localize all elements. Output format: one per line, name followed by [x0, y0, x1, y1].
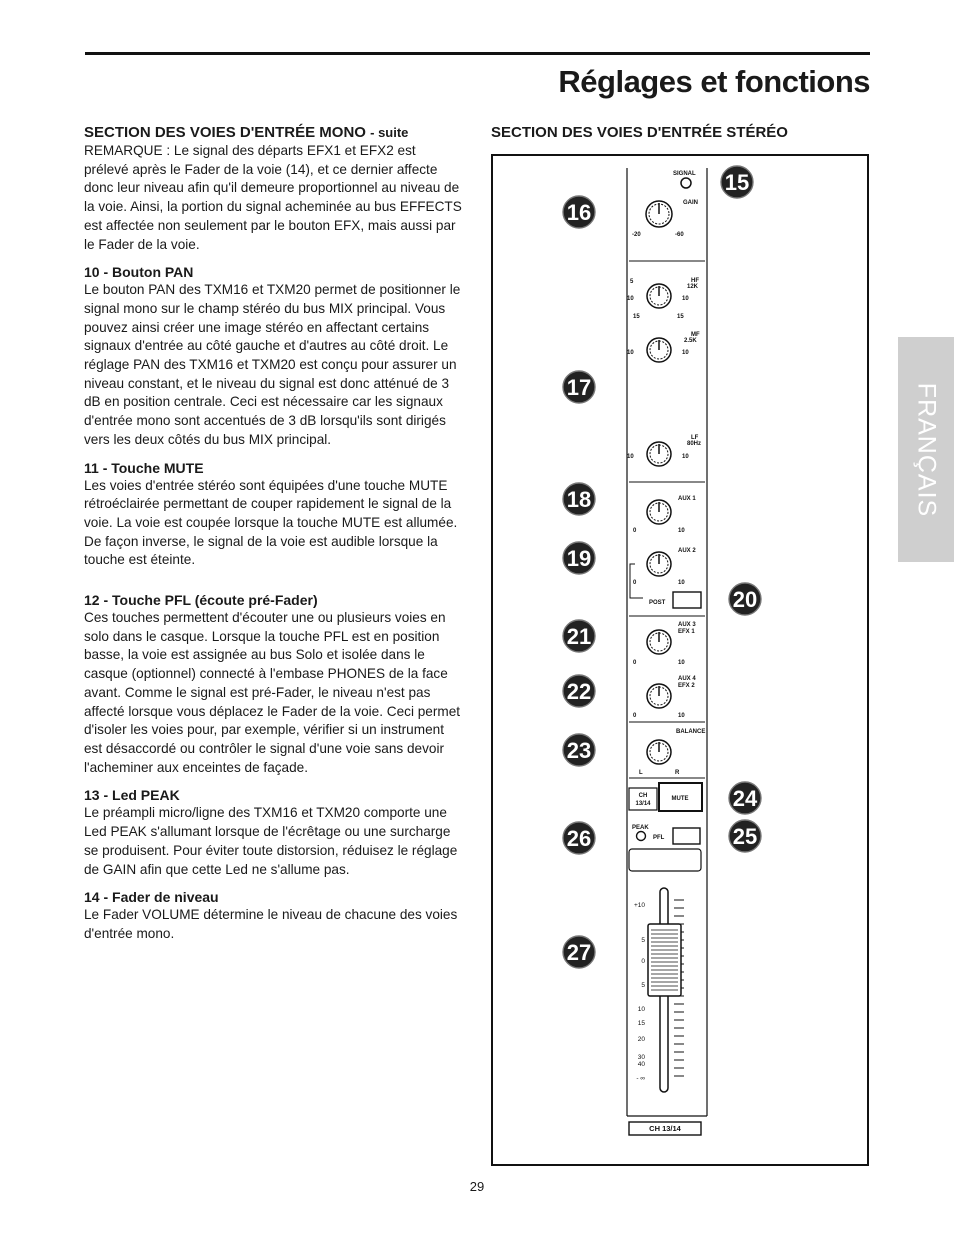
item-heading: 12 - Touche PFL (écoute pré-Fader): [84, 592, 318, 609]
aux4-efx2-knob[interactable]: [647, 684, 671, 708]
mute-label: MUTE: [671, 796, 689, 802]
fader-scale-label: 5: [641, 937, 645, 944]
language-tab: [898, 337, 954, 562]
callout-number: 15: [724, 170, 750, 195]
callout-17: [563, 371, 595, 403]
item-body: Ces touches permettent d'écouter une ou plusieurs voies en solo dans le casque. Lorsque la touche PFL est en position basse, la voie est assignée au bus Solo et isolée dans le casque (optionnel) connecté à l'embase PHONES de la face avant. Comme le signal est pré-Fader, le niveau n'est pas affecté lorsque vous déplacez le Fader de la voie. Ceci permet d'isoler les voies pour, par exemple, vérifier si un instrument est désaccordé ou contrôler le signal d'une voie sans devoir l'acheminer aux enceintes de façade.: [84, 610, 461, 775]
balance-knob[interactable]: [647, 740, 671, 764]
balance-label: BALANCE: [676, 729, 706, 735]
callout-25: [729, 820, 761, 852]
item-body: Le préampli micro/ligne des TXM16 et TXM20 comporte une Led PEAK s'allumant lorsque de l'écrêtage ou une surcharge se produisent. Pour éviter toute distorsion, réduisez le réglage de GAIN afin que cette Led ne s'allume pas.: [84, 805, 458, 877]
fader-scale-label: 10: [637, 1006, 645, 1013]
page-number: 29: [469, 1179, 485, 1194]
item-heading: 13 - Led PEAK: [84, 787, 180, 804]
item-body: Le Fader VOLUME détermine le niveau de chacune des voies d'entrée mono.: [84, 907, 458, 941]
fader-scale-label: - ∞: [636, 1075, 645, 1082]
item-heading: 11 - Touche MUTE: [84, 459, 204, 476]
lf-eq-knob[interactable]: [647, 442, 671, 466]
callout-number: 24: [732, 786, 758, 811]
fader-cap-body: [648, 924, 681, 996]
left-section-title: SECTION DES VOIES D'ENTRÉE MONO - suite: [84, 124, 409, 141]
eq-mid-label: 10: [682, 296, 689, 302]
fader-scale-label: +10: [633, 902, 645, 909]
efx2-label: EFX 2: [678, 683, 695, 689]
left-column: [84, 124, 464, 953]
callout-22: [563, 675, 595, 707]
scribble-strip: [629, 849, 701, 871]
pfl-label: PFL: [653, 835, 665, 841]
balance-right-label: R: [675, 770, 680, 776]
callout-number: 17: [566, 375, 592, 400]
right-section-title: SECTION DES VOIES D'ENTRÉE STÉRÉO: [491, 124, 788, 141]
callout-number: 26: [566, 826, 592, 851]
eq-mid-label: 10: [627, 296, 634, 302]
knob-min-label: 0: [633, 713, 637, 719]
pfl-button[interactable]: [673, 828, 700, 844]
callout-20: [729, 583, 761, 615]
callout-number: 19: [566, 546, 592, 571]
mf-label: MF: [691, 332, 700, 338]
aux2-knob[interactable]: [647, 552, 671, 576]
callout-26: [563, 822, 595, 854]
fader-scale-label: 20: [637, 1036, 645, 1043]
gain-label: GAIN: [683, 200, 698, 206]
eq-low-label: 15: [633, 314, 640, 320]
eq-side-label: 5: [630, 279, 634, 285]
hf-freq-label: 12K: [687, 284, 699, 290]
knob-min-label: 0: [633, 580, 637, 586]
callout-23: [563, 734, 595, 766]
mf-eq-knob[interactable]: [647, 338, 671, 362]
aux1-knob[interactable]: [647, 500, 671, 524]
fader-scale: [634, 902, 645, 1082]
strip-label: CH 13/14: [649, 1124, 681, 1133]
channel-strip-diagram: [493, 156, 867, 1164]
callout-number: 27: [566, 940, 592, 965]
knob-max-label: 10: [678, 580, 685, 586]
gain-max-label: -60: [675, 232, 684, 238]
fader-cap[interactable]: [648, 924, 681, 996]
callout-number: 18: [566, 487, 592, 512]
hf-label: HF: [691, 278, 699, 284]
knob-max-label: 10: [678, 713, 685, 719]
top-rule: [85, 52, 870, 55]
channel-id-label: CH: [638, 793, 648, 799]
callout-number: 22: [566, 679, 592, 704]
aux4-label: AUX 4: [678, 676, 696, 682]
channel-strip-figure: [491, 154, 869, 1166]
hf-eq-knob[interactable]: [647, 284, 671, 308]
lf-label: LF: [691, 435, 699, 441]
fader-scale-label: 15: [637, 1020, 645, 1027]
fader-scale-label: 40: [637, 1061, 645, 1068]
item-heading: 14 - Fader de niveau: [84, 889, 219, 906]
page-title: Réglages et fonctions: [558, 64, 870, 99]
eq-mid-label: 10: [682, 350, 689, 356]
post-bracket: [630, 564, 643, 598]
eq-mid-label: 10: [627, 454, 634, 460]
eq-mid-label: 10: [682, 454, 689, 460]
fader-scale-label: 30: [637, 1054, 645, 1061]
eq-mid-label: 10: [627, 350, 634, 356]
balance-left-label: L: [639, 770, 643, 776]
callout-18: [563, 483, 595, 515]
callout-number: 25: [732, 824, 758, 849]
callout-number: 21: [566, 624, 592, 649]
intro-paragraph: REMARQUE : Le signal des départs EFX1 et EFX2 est prélevé après le Fader de la voie (14), et ce dernier affecte donc leur niveau afin qu'il demeure proportionnel au niveau de la voie. Ainsi, la portion du signal acheminée au bus EFFECTS est affectée non seulement par le bouton EFX, mais aussi par le Fader de la voie.: [84, 143, 462, 252]
language-tab-label: FRANÇAIS: [912, 382, 941, 517]
knob-min-label: 0: [633, 528, 637, 534]
peak-led-icon: [637, 832, 646, 841]
aux3-efx1-knob[interactable]: [647, 630, 671, 654]
callout-21: [563, 620, 595, 652]
item-body: Les voies d'entrée stéréo sont équipées d'une touche MUTE rétroéclairée permettant de couper rapidement le signal de la voie. La voie est coupée lorsque la touche MUTE est allumée. De façon inverse, le signal de la voie est audible lorsque la touche est éteinte.: [84, 477, 458, 568]
callout-number: 20: [732, 587, 758, 612]
item-body: Le bouton PAN des TXM16 et TXM20 permet de positionner le signal mono sur le champ stéréo du bus MIX principal. Vous pouvez ainsi créer une image stéréo en affectant certains signaux d'entrée au côté gauche et d'autres au côté droit. Le réglage PAN des TXM16 et TXM20 est conçu pour assurer un niveau constant, et le niveau du signal est donc atténué de 3 dB en position centrale. Ceci est nécessaire car les signaux d'entrée mono sont accentués de 3 dB lorsqu'ils sont dirigés vers les deux côtés du bus MIX principal.: [84, 282, 461, 447]
callout-number: 16: [566, 200, 592, 225]
fader-scale-label: 5: [641, 982, 645, 989]
peak-label: PEAK: [632, 825, 649, 831]
callout-27: [563, 936, 595, 968]
eq-low-label: 15: [677, 314, 684, 320]
callout-24: [729, 782, 761, 814]
post-button[interactable]: [673, 592, 701, 608]
callout-16: [563, 196, 595, 228]
section-suffix: - suite: [370, 125, 409, 140]
efx1-label: EFX 1: [678, 629, 695, 635]
lf-freq-label: 80Hz: [687, 441, 702, 447]
mf-freq-label: 2.5K: [684, 338, 697, 344]
signal-led-icon: [681, 178, 691, 188]
callout-19: [563, 542, 595, 574]
aux3-label: AUX 3: [678, 622, 696, 628]
aux2-label: AUX 2: [678, 548, 696, 554]
gain-min-label: -20: [632, 232, 641, 238]
channel-pair-label: 13/14: [635, 801, 651, 807]
aux1-label: AUX 1: [678, 496, 696, 502]
post-label: POST: [649, 600, 666, 606]
item-heading: 10 - Bouton PAN: [84, 264, 194, 281]
signal-label: SIGNAL: [673, 171, 696, 177]
gain-knob[interactable]: [646, 201, 672, 227]
callout-number: 23: [566, 738, 592, 763]
fader-scale-label: 0: [641, 958, 645, 965]
callout-15: [721, 166, 753, 198]
knob-max-label: 10: [678, 528, 685, 534]
knob-min-label: 0: [633, 660, 637, 666]
knob-max-label: 10: [678, 660, 685, 666]
